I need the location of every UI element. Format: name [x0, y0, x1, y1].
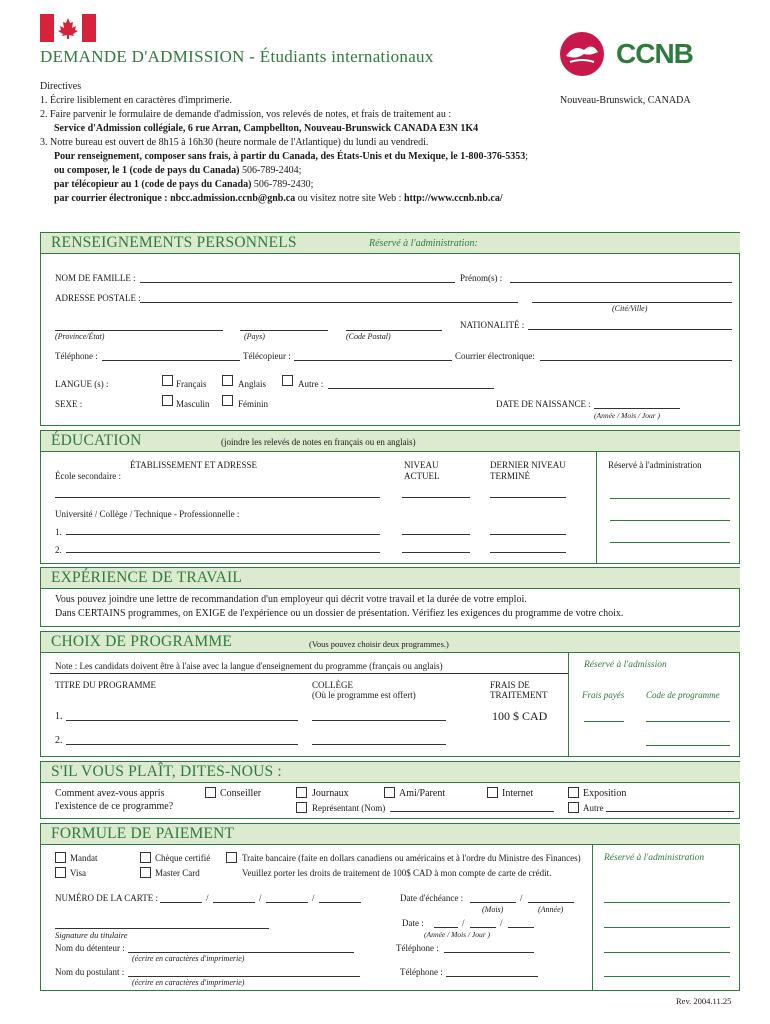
d3-or: ou visitez notre site Web :: [297, 193, 402, 204]
payment-admin-line-2: [604, 927, 730, 928]
naissance-label: DATE DE NAISSANCE :: [496, 399, 591, 409]
anglais-label: Anglais: [238, 379, 266, 389]
d3-line2: ou composer, le 1 (code de pays du Canada): [54, 165, 240, 176]
code-postal-label: (Code Postal): [346, 332, 391, 341]
personal-title: RENSEIGNEMENTS PERSONNELS: [51, 234, 297, 251]
francais-label: Français: [176, 379, 207, 389]
cheque-label: Chèque certifié: [155, 853, 211, 863]
d3-fax: 506-789-2430;: [253, 179, 314, 190]
representant-field[interactable]: [390, 811, 554, 812]
education-header: [40, 430, 740, 452]
payment-title: FORMULE DE PAIEMENT: [51, 825, 235, 842]
titre-label: TITRE DU PROGRAMME: [55, 680, 157, 690]
d3-line4: par courrier électronique :: [54, 193, 168, 204]
echeance-annee-field[interactable]: [528, 902, 574, 903]
sexe-label: SEXE :: [55, 399, 83, 409]
revision: Rev. 2004.11.25: [676, 996, 732, 1006]
directives-heading: Directives: [40, 81, 82, 92]
naissance-format: (Année / Mois / Jour ): [594, 411, 661, 420]
code-programme-label: Code de programme: [646, 690, 720, 700]
universite-label: Université / Collège / Technique - Professionnelle :: [55, 509, 240, 519]
education-divider: [596, 452, 597, 564]
program-note-header: (Vous pouvez choisir deux programmes.): [309, 639, 449, 649]
universite-2-dernier-field[interactable]: [490, 552, 566, 553]
mois-label: (Mois): [482, 905, 504, 914]
date-mois-field[interactable]: [470, 927, 496, 928]
date-label: Date :: [402, 918, 424, 928]
journaux-checkbox[interactable]: [296, 787, 307, 798]
program-title: CHOIX DE PROGRAMME: [51, 633, 233, 650]
termine-label: TERMINÉ: [490, 471, 530, 481]
card-sep-3: /: [312, 893, 315, 903]
universite-2-num: 2.: [55, 545, 62, 555]
autre-langue-label: Autre :: [298, 379, 324, 389]
detenteur-label: Nom du détenteur :: [55, 943, 125, 953]
location: Nouveau-Brunswick, CANADA: [560, 95, 691, 106]
universite-1-field[interactable]: [66, 534, 380, 535]
province-field[interactable]: [55, 330, 223, 331]
postulant-label: Nom du postulant :: [55, 967, 125, 977]
veuillez-label: Veuillez porter les droits de traitement de 100$ CAD à mon compte de carte de crédit.: [242, 868, 552, 878]
telephone-label: Téléphone :: [55, 351, 98, 361]
universite-1-dernier-field[interactable]: [490, 534, 566, 535]
traite-checkbox[interactable]: [226, 852, 237, 863]
adresse-field[interactable]: [140, 302, 518, 303]
frais-payes-label: Frais payés: [582, 690, 625, 700]
adresse-label: ADRESSE POSTALE :: [55, 293, 141, 303]
program-divider: [568, 653, 569, 757]
courriel-field[interactable]: [540, 360, 732, 361]
date-sep-1: /: [462, 918, 465, 928]
card-group-1[interactable]: [160, 902, 202, 903]
program-2-college-field[interactable]: [312, 744, 446, 745]
feminin-checkbox[interactable]: [222, 395, 233, 406]
d3-email[interactable]: nbcc.admission.ccnb@gnb.ca: [170, 193, 296, 204]
annee-label: (Année): [538, 905, 564, 914]
ecrire-2: (écrire en caractères d'imprimerie): [132, 978, 245, 987]
representant-checkbox[interactable]: [296, 802, 307, 813]
universite-2-field[interactable]: [66, 552, 380, 553]
traite-label: Traite bancaire (faite en dollars canadiens ou américains et à l'ordre du Ministre des Finances): [242, 853, 581, 863]
mandat-checkbox[interactable]: [55, 852, 66, 863]
payment-divider: [592, 845, 593, 991]
payment-reserved: Réservé à l'administration: [604, 853, 705, 863]
program-reserved: Réservé à l'admission: [584, 660, 667, 670]
prenom-label: Prénom(s) :: [460, 273, 503, 283]
master-label: Master Card: [155, 868, 200, 878]
universite-1-niveau-field[interactable]: [402, 534, 470, 535]
feminin-label: Féminin: [238, 399, 269, 409]
master-checkbox[interactable]: [140, 867, 151, 878]
mandat-label: Mandat: [70, 853, 98, 863]
nationalite-label: NATIONALITÉ :: [460, 320, 525, 330]
anglais-checkbox[interactable]: [222, 375, 233, 386]
langue-label: LANGUE (s) :: [55, 379, 109, 389]
telecopieur-field[interactable]: [294, 360, 452, 361]
survey-q2: l'existence de ce programme?: [55, 801, 174, 812]
ami-checkbox[interactable]: [384, 787, 395, 798]
canada-flag-icon: [40, 14, 96, 42]
conseiller-checkbox[interactable]: [205, 787, 216, 798]
universite-2-niveau-field[interactable]: [402, 552, 470, 553]
work-title: EXPÉRIENCE DE TRAVAIL: [51, 569, 243, 586]
d3-web[interactable]: http://www.ccnb.nb.ca/: [403, 193, 503, 204]
autre-langue-field[interactable]: [328, 388, 494, 389]
survey-title: S'IL VOUS PLAÎT, DITES-NOUS :: [51, 763, 282, 780]
telephone-postulant-label: Téléphone :: [400, 967, 443, 977]
universite-1-num: 1.: [55, 527, 62, 537]
card-sep-2: /: [259, 893, 262, 903]
detenteur-field[interactable]: [128, 952, 354, 953]
ami-label: Ami/Parent: [399, 788, 446, 799]
niveau-label: NIVEAU: [404, 460, 439, 470]
courriel-label: Courrier électronique:: [455, 351, 535, 361]
prenom-field[interactable]: [510, 282, 732, 283]
education-title: ÉDUCATION: [51, 432, 142, 449]
code-programme-line-2: [646, 745, 730, 746]
actuel-label: ACTUEL: [404, 471, 440, 481]
numero-label: NUMÉRO DE LA CARTE :: [55, 893, 158, 903]
education-admin-line-3: [610, 542, 730, 543]
education-admin-line-1: [610, 498, 730, 499]
directive-2: 2. Faire parvenir le formulaire de demande d'admission, vos relevés de notes, et frais de traitement au :: [40, 109, 452, 120]
autre-source-field[interactable]: [606, 811, 734, 812]
card-group-3[interactable]: [266, 902, 308, 903]
form-title: DEMANDE D'ADMISSION - Étudiants internationaux: [40, 47, 434, 66]
code-programme-line-1: [646, 721, 730, 722]
naissance-field[interactable]: [594, 408, 680, 409]
date-format: (Année / Mois / Jour ): [424, 930, 491, 939]
representant-label: Représentant (Nom): [312, 803, 386, 813]
autre-source-label: Autre: [583, 803, 604, 813]
nom-label: NOM DE FAMILLE :: [55, 273, 136, 283]
payment-header: [40, 823, 740, 845]
frais-payes-line: [584, 721, 624, 722]
date-jour-field[interactable]: [508, 927, 534, 928]
secondaire-field[interactable]: [55, 497, 380, 498]
date-sep-2: /: [500, 918, 503, 928]
autre-source-checkbox[interactable]: [568, 802, 579, 813]
program-1-college-field[interactable]: [312, 720, 446, 721]
personal-reserved: Réservé à l'administration:: [369, 238, 478, 249]
traitement-label: TRAITEMENT: [490, 690, 548, 700]
directive-2-address: Service d'Admission collégiale, 6 rue Arran, Campbellton, Nouveau-Brunswick CANADA E3N 1K4: [54, 123, 479, 134]
secondaire-niveau-field[interactable]: [402, 497, 470, 498]
masculin-label: Masculin: [176, 399, 210, 409]
telephone-pay-field[interactable]: [444, 952, 534, 953]
exposition-label: Exposition: [583, 788, 627, 799]
college-sub: (Où le programme est offert): [312, 690, 416, 700]
internet-label: Internet: [502, 788, 534, 799]
echeance-label: Date d'échéance :: [400, 893, 464, 903]
education-note: (joindre les relevés de notes en français ou en anglais): [221, 437, 416, 447]
francais-checkbox[interactable]: [162, 375, 173, 386]
directive-3: 3. Notre bureau est ouvert de 8h15 à 16h30 (heure normale de l'Atlantique) du lundi au vendredi.: [40, 137, 429, 148]
visa-checkbox[interactable]: [55, 867, 66, 878]
nationalite-field[interactable]: [528, 329, 732, 330]
pays-label: (Pays): [244, 332, 265, 341]
d3-phone2: 506-789-2404;: [241, 165, 302, 176]
nom-field[interactable]: [140, 282, 455, 283]
d3-phone1: 1-800-376-5353: [460, 151, 526, 162]
d3-line1: Pour renseignement, composer sans frais, à partir du Canada, des États-Unis et du Mexique, le: [54, 151, 458, 162]
directive-1: 1. Écrire lisiblement en caractères d'imprimerie.: [40, 95, 232, 106]
card-group-2[interactable]: [213, 902, 255, 903]
signature-field[interactable]: [55, 928, 269, 929]
cite-field[interactable]: [532, 302, 732, 303]
telephone-postulant-field[interactable]: [446, 976, 538, 977]
program-fee: 100 $ CAD: [492, 709, 548, 723]
program-note-rule: [50, 673, 568, 674]
telephone-field[interactable]: [102, 360, 240, 361]
work-header: [40, 567, 740, 589]
cite-label: (Cité/Ville): [612, 304, 648, 313]
personal-header: [40, 232, 740, 254]
payment-admin-line-1: [604, 902, 730, 903]
echeance-sep: /: [520, 893, 523, 903]
college-label: COLLÈGE: [312, 680, 353, 690]
autre-langue-checkbox[interactable]: [282, 375, 293, 386]
education-reserved: Réservé à l'administration: [608, 460, 702, 470]
masculin-checkbox[interactable]: [162, 395, 173, 406]
ecrire-1: (écrire en caractères d'imprimerie): [132, 954, 245, 963]
program-2-title-field[interactable]: [66, 744, 298, 745]
pays-field[interactable]: [240, 330, 328, 331]
code-postal-field[interactable]: [346, 330, 442, 331]
program-1-title-field[interactable]: [66, 720, 298, 721]
payment-admin-line-3: [604, 952, 730, 953]
education-admin-line-2: [610, 520, 730, 521]
province-label: (Province/État): [55, 332, 105, 341]
telecopieur-label: Télécopieur :: [243, 351, 291, 361]
program-header: [40, 631, 740, 653]
internet-checkbox[interactable]: [487, 787, 498, 798]
payment-admin-line-4: [604, 976, 730, 977]
echeance-mois-field[interactable]: [470, 902, 516, 903]
program-note: Note : Les candidats doivent être à l'aise avec la langue d'enseignement du programme (français ou anglais): [55, 661, 443, 671]
date-annee-field[interactable]: [434, 927, 458, 928]
visa-label: Visa: [70, 868, 86, 878]
program-2-num: 2.: [55, 735, 63, 746]
conseiller-label: Conseiller: [220, 788, 262, 799]
card-sep-1: /: [206, 893, 209, 903]
card-group-4[interactable]: [319, 902, 361, 903]
telephone-pay-label: Téléphone :: [396, 943, 439, 953]
cheque-checkbox[interactable]: [140, 852, 151, 863]
program-1-num: 1.: [55, 711, 63, 722]
journaux-label: Journaux: [312, 788, 349, 799]
signature-label: Signature du titulaire: [55, 930, 128, 940]
exposition-checkbox[interactable]: [568, 787, 579, 798]
dernier-label: DERNIER NIVEAU: [490, 460, 566, 470]
survey-header: [40, 761, 740, 783]
secondaire-dernier-field[interactable]: [490, 497, 566, 498]
work-line-2: Dans CERTAINS programmes, on EXIGE de l'expérience ou un dossier de présentation. Vérifiez les exigences du programme de votre choix.: [55, 608, 624, 619]
survey-q1: Comment avez-vous appris: [55, 788, 165, 799]
postulant-field[interactable]: [128, 976, 360, 977]
frais-label: FRAIS DE: [490, 680, 530, 690]
d3-line3: par télécopieur au 1 (code de pays du Canada): [54, 179, 252, 190]
logo-text: CCNB: [616, 38, 693, 69]
work-line-1: Vous pouvez joindre une lettre de recommandation d'un employeur qui décrit votre travail et la durée de votre emploi.: [55, 594, 527, 605]
etab-label: ÉTABLISSEMENT ET ADRESSE: [130, 460, 257, 470]
secondaire-label: École secondaire :: [55, 471, 121, 481]
